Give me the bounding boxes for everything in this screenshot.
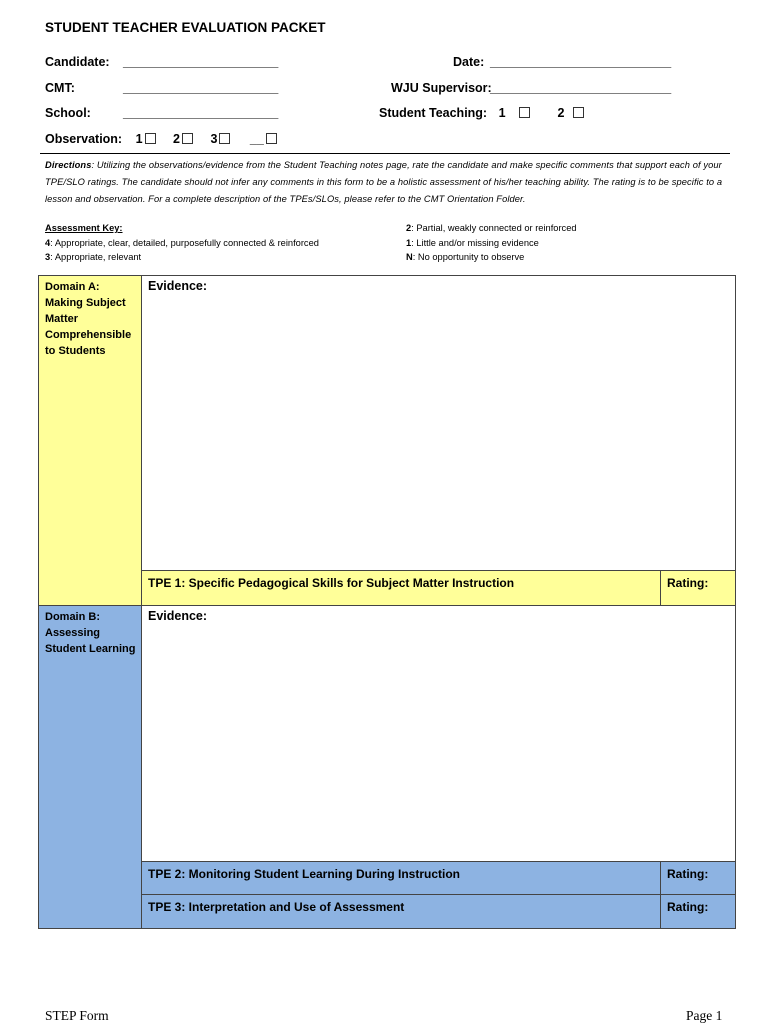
observation-row xyxy=(45,132,279,146)
evidence-label: Evidence: xyxy=(148,609,208,623)
domain-b-cell xyxy=(39,606,142,928)
domain-a-line: Matter xyxy=(45,313,79,325)
student-teaching-1-checkbox[interactable] xyxy=(519,107,530,118)
assessment-key-left xyxy=(45,221,319,265)
assessment-key-right xyxy=(406,221,577,265)
evidence-label: Evidence: xyxy=(148,279,208,293)
domain-b-label xyxy=(45,609,135,657)
observation-2-checkbox[interactable] xyxy=(182,133,193,144)
student-teaching-opt1-label: 1 xyxy=(498,106,506,120)
observation-label: Observation: xyxy=(45,132,123,146)
domain-a-cell xyxy=(39,276,142,606)
student-teaching-opt2-label: 2 xyxy=(557,106,565,120)
domain-b-name: Domain B: xyxy=(45,611,100,623)
domain-b-evidence-box[interactable] xyxy=(142,606,735,862)
tpe-2-rating-field[interactable] xyxy=(660,862,735,894)
rating-label: Rating: xyxy=(667,867,709,881)
page-title: STUDENT TEACHER EVALUATION PACKET xyxy=(45,20,326,35)
tpe-3-row xyxy=(142,895,735,928)
assessment-key-title: Assessment Key: xyxy=(45,223,123,233)
tpe-3-rating-field[interactable] xyxy=(660,895,735,928)
assessment-key-item: 4: Appropriate, clear, detailed, purposefully connected & reinforced xyxy=(45,237,319,248)
school-field[interactable]: ________________________ xyxy=(123,106,278,120)
domain-b-line: Student Learning xyxy=(45,643,136,655)
cmt-label: CMT: xyxy=(45,81,75,95)
observation-1-checkbox[interactable] xyxy=(145,133,156,144)
student-teaching-label-text: Student Teaching: xyxy=(379,106,488,120)
domain-a-line: to Students xyxy=(45,345,106,357)
observation-opt1-label: 1 xyxy=(135,132,143,146)
tpe-3-title: TPE 3: Interpretation and Use of Assessment xyxy=(148,900,405,914)
student-teaching-label xyxy=(379,106,586,120)
student-teaching-2-checkbox[interactable] xyxy=(573,107,584,118)
observation-3-checkbox[interactable] xyxy=(219,133,230,144)
assessment-key-item: N: No opportunity to observe xyxy=(406,252,525,262)
evaluation-table xyxy=(38,275,736,929)
observation-other-checkbox[interactable] xyxy=(266,133,277,144)
date-field[interactable]: ____________________________ xyxy=(490,55,671,69)
rating-label: Rating: xyxy=(667,900,709,914)
directions-text: : Utilizing the observations/evidence from the Student Teaching notes page, rate the candidate and make specific comments that support each of your TPE/SLO ratings. The candidate should not infer any comments in this form to be a holistic assessment of his/her teaching ability. The rating is to be specific to a lesson and observation. For a complete description of the TPEs/SLOs, please refer to the CMT Orientation Folder. xyxy=(45,160,723,204)
assessment-key-item: 2: Partial, weakly connected or reinforced xyxy=(406,223,577,233)
domain-a-label xyxy=(45,279,131,359)
section-divider xyxy=(40,153,730,154)
tpe-1-title: TPE 1: Specific Pedagogical Skills for Subject Matter Instruction xyxy=(148,576,515,590)
directions-paragraph xyxy=(45,157,725,208)
supervisor-label: WJU Supervisor: xyxy=(391,81,492,95)
footer-form-name: STEP Form xyxy=(45,1008,109,1023)
tpe-2-title: TPE 2: Monitoring Student Learning During Instruction xyxy=(148,867,460,881)
school-label: School: xyxy=(45,106,91,120)
tpe-1-row xyxy=(142,571,735,606)
observation-opt4-label: __ xyxy=(249,132,264,146)
tpe-1-rating-field[interactable] xyxy=(660,571,735,605)
domain-b-line: Assessing xyxy=(45,627,101,639)
date-label: Date: xyxy=(453,55,485,69)
footer-page-number: Page 1 xyxy=(686,1008,723,1023)
observation-opt3-label: 3 xyxy=(210,132,218,146)
supervisor-field[interactable]: ____________________________ xyxy=(490,81,671,95)
assessment-key-item: 3: Appropriate, relevant xyxy=(45,252,142,262)
domain-a-line: Making Subject xyxy=(45,297,126,309)
assessment-key-item: 1: Little and/or missing evidence xyxy=(406,237,539,248)
directions-label: Directions xyxy=(45,160,92,170)
domain-a-line: Comprehensible xyxy=(45,329,132,341)
observation-opt2-label: 2 xyxy=(173,132,180,146)
domain-a-evidence-box[interactable] xyxy=(142,276,735,571)
candidate-label: Candidate: xyxy=(45,55,110,69)
tpe-2-row xyxy=(142,862,735,895)
candidate-field[interactable]: ________________________ xyxy=(123,55,278,69)
domain-a-name: Domain A: xyxy=(45,281,100,293)
cmt-field[interactable]: ________________________ xyxy=(123,81,278,95)
rating-label: Rating: xyxy=(667,576,709,590)
